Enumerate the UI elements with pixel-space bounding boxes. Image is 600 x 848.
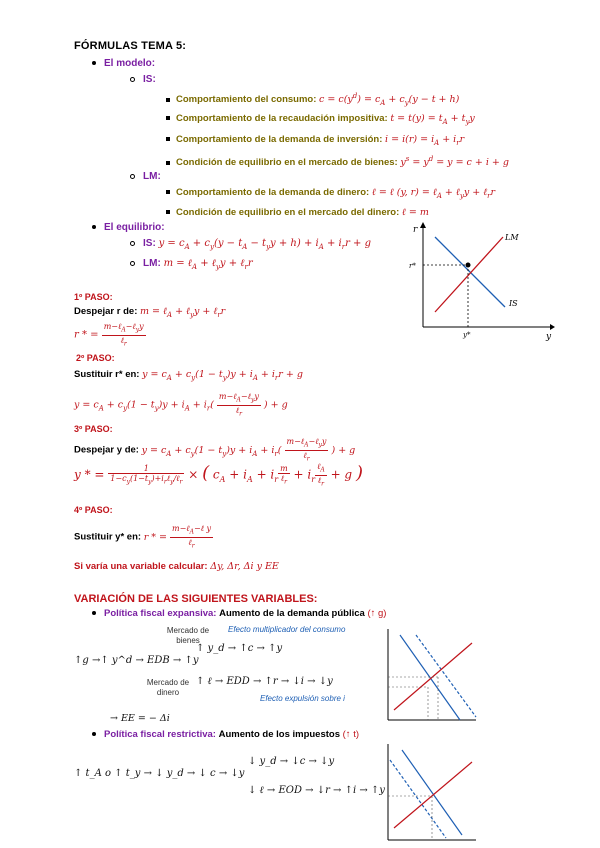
eq-lm-label: LM:: [143, 258, 161, 269]
r-star-label: r*: [409, 262, 416, 270]
restrictiva-graph: [380, 740, 480, 844]
modelo-label: El modelo:: [104, 58, 156, 69]
lm-curve: [435, 237, 503, 312]
paso2-line: [74, 369, 303, 382]
restrictiva-chain-bottom: ↓ ℓ → EOD → ↓r → ↑i → ↑y: [248, 785, 385, 796]
lm-label: LM: [505, 233, 519, 242]
equilibrium-point: [466, 263, 471, 268]
restrictiva-chain-left: ↑ t_A o ↑ t_y → ↓ y_d → ↓ c → ↓y: [74, 768, 245, 779]
is-curve: [435, 237, 505, 307]
consumo-formula: $c = c(y^d) = c_A + c_y(y - t + h)$: [319, 92, 460, 108]
paso2-result: $y = c_A + c_y(1 - t_y)y + i_A + i_r$( $\frac{m-\ell_A-\ell_yy}{\ell_r}$ ) + g: [74, 392, 288, 418]
eq-dinero-formula: ℓ = m: [401, 207, 429, 218]
paso3-formula: $y = c_A + c_y(1 - t_y)y + i_A + i_r$( $\frac{m-\ell_A-\ell_yy}{\ell_r}$ ) + g: [141, 437, 356, 463]
is-row-inversion: [166, 134, 464, 147]
expansiva-graph: [380, 625, 480, 725]
section2-title: VARIACIÓN DE LAS SIGUIENTES VARIABLES:: [74, 593, 318, 605]
fraction: $\frac{m-\ell_A-\ell_yy}{\ell_r}$: [218, 392, 259, 418]
eq-lm-formula: m = ℓ$_A$ + ℓ$_y$y + ℓ$_r$r: [163, 258, 253, 271]
demanda-dinero-label: Comportamiento de la demanda de dinero:: [176, 187, 370, 198]
restrictiva-arrow: (↑ t): [342, 729, 359, 740]
recaudacion-label: Comportamiento de la recaudación impositiva:: [176, 113, 388, 124]
equilibrio-is: [130, 238, 371, 251]
square-bullet-icon: [166, 190, 170, 194]
variacion-lead: Si varía una variable calcular:: [74, 561, 208, 572]
y-star-label: y*: [463, 331, 471, 339]
eq-bienes-label: Condición de equilibrio en el mercado de bienes:: [176, 157, 398, 169]
restrictiva-item: [92, 729, 359, 740]
expansiva-desc: Aumento de la demanda pública: [219, 608, 365, 619]
is-row-consumo: [166, 92, 459, 107]
is-curve: [400, 635, 460, 720]
circle-bullet-icon: [130, 241, 135, 246]
mercado-dinero-label: Mercado de dinero: [146, 678, 190, 697]
is-curve: [402, 750, 462, 835]
variacion-vars: Δy, Δr, Δi y EE: [210, 561, 279, 572]
paso3-line: [74, 437, 355, 463]
expansiva-chain-bottom: ↑ ℓ → EDD → ↑r → ↓i → ↓y: [196, 676, 333, 687]
is-item: [130, 74, 156, 85]
lm-label: LM:: [143, 171, 161, 182]
lm-row-demanda: [166, 187, 495, 200]
paso1-result: r * = $\frac{m-\ell_A-\ell_yy}{\ell_r}$: [74, 322, 144, 348]
paso1-lead: Despejar r de:: [74, 306, 138, 317]
paso1-formula: m = ℓ$_A$ + ℓ$_y$y + ℓ$_r$r: [140, 306, 226, 319]
bullet-icon: [92, 225, 96, 229]
recaudacion-formula: $t = t(y) = t_A + t_yy$: [390, 113, 475, 126]
inversion-label: Comportamiento de la demanda de inversión:: [176, 134, 383, 145]
page-title: FÓRMULAS TEMA 5:: [74, 40, 187, 52]
x-arrow-icon: [550, 324, 555, 330]
consumo-label: Comportamiento del consumo:: [176, 94, 317, 106]
restrictiva-chain-top: ↓ y_d → ↓c → ↓y: [248, 756, 335, 767]
expansiva-item: [92, 608, 386, 619]
expansiva-ee: → EE = − Δi: [110, 713, 170, 724]
bullet-icon: [92, 61, 96, 65]
efecto-multiplicador: Efecto multiplicador del consumo: [228, 625, 346, 634]
paso4-line: [74, 524, 213, 550]
demanda-dinero-formula: ℓ = ℓ (y, r) = ℓ$_A$ + ℓ$_y$y + ℓ$_r$r: [371, 187, 496, 200]
lm-item: [130, 171, 161, 182]
lm-curve: [394, 643, 472, 710]
fraction: $\frac{m-\ell_A-\ell_yy}{\ell_r}$: [103, 322, 144, 348]
circle-bullet-icon: [130, 261, 135, 266]
expansiva-label: Política fiscal expansiva:: [104, 608, 217, 619]
paso3-result: y * = $\frac{1}{1-c_y(1-t_y)+i_r\ell_y/\ell_r}$ × ( $c_A + i_A + i_r$ $\frac{m}{\ell_r}$ + $i_r$ $\frac{\ell_A}{\ell_r}$ + g ): [74, 462, 363, 488]
y-arrow-icon: [420, 222, 426, 228]
is-label: IS:: [143, 74, 156, 85]
paso2-title: 2º PASO:: [76, 353, 115, 363]
paso1-title: 1º PASO:: [74, 292, 113, 302]
lm-curve: [394, 762, 472, 828]
restrictiva-desc: Aumento de los impuestos: [218, 729, 340, 740]
bullet-icon: [92, 732, 96, 736]
expansiva-arrow: (↑ g): [367, 608, 387, 619]
inversion-formula: $i = i(r) = i_A + i_rr$: [385, 134, 465, 147]
eq-dinero-label: Condición de equilibrio en el mercado del dinero:: [176, 207, 400, 218]
expansiva-chain-left: ↑g →↑ y^d → EDB → ↑y: [74, 655, 199, 666]
bullet-icon: [92, 611, 96, 615]
paso3-title: 3º PASO:: [74, 424, 113, 434]
efecto-expulsion: Efecto expulsión sobre i: [260, 694, 345, 703]
modelo-item: [92, 58, 155, 69]
square-bullet-icon: [166, 161, 170, 165]
equilibrio-label: El equilibrio:: [104, 222, 165, 233]
is-row-recaudacion: [166, 113, 475, 126]
fraction: $\frac{1}{1-c_y(1-t_y)+i_r\ell_y/\ell_r}$: [110, 463, 183, 486]
x-axis-label: y: [546, 332, 552, 342]
paso1-line: [74, 306, 225, 319]
square-bullet-icon: [166, 98, 170, 102]
paso4-formula: r * = $\frac{m-\ell_A-\ell y}{\ell_r}$: [143, 524, 212, 550]
equilibrio-lm: [130, 258, 253, 271]
y-axis-label: r: [413, 225, 418, 235]
paso2-formula: $y = c_A + c_y(1 - t_y)y + i_A + i_rr + g$: [142, 369, 303, 382]
lm-row-equilibrio: [166, 207, 429, 218]
restrictiva-label: Política fiscal restrictiva:: [104, 729, 216, 740]
paso2-lead: Sustituir r* en:: [74, 369, 140, 380]
square-bullet-icon: [166, 116, 170, 120]
circle-bullet-icon: [130, 77, 135, 82]
is-label: IS: [509, 299, 518, 308]
paso4-lead: Sustituir y* en:: [74, 531, 142, 543]
mercado-bienes-label: Mercado de bienes: [166, 626, 210, 645]
square-bullet-icon: [166, 210, 170, 214]
equilibrio-item: [92, 222, 165, 233]
is-lm-graph: [405, 222, 555, 342]
paso3-lead: Despejar y de:: [74, 444, 139, 456]
expansiva-chain-top: ↑ y_d → ↑c → ↑y: [196, 643, 283, 654]
eq-bienes-formula: $y^s = y^d = y = c + i + g$: [400, 155, 509, 169]
square-bullet-icon: [166, 137, 170, 141]
paso4-title: 4º PASO:: [74, 505, 113, 515]
circle-bullet-icon: [130, 174, 135, 179]
eq-is-formula: $y = c_A + c_y(y - t_A - t_yy + h) + i_A + i_rr + g$: [158, 238, 371, 251]
eq-is-label: IS:: [143, 238, 156, 249]
is-row-equilibrio: [166, 155, 509, 168]
variacion-line: [74, 561, 279, 572]
